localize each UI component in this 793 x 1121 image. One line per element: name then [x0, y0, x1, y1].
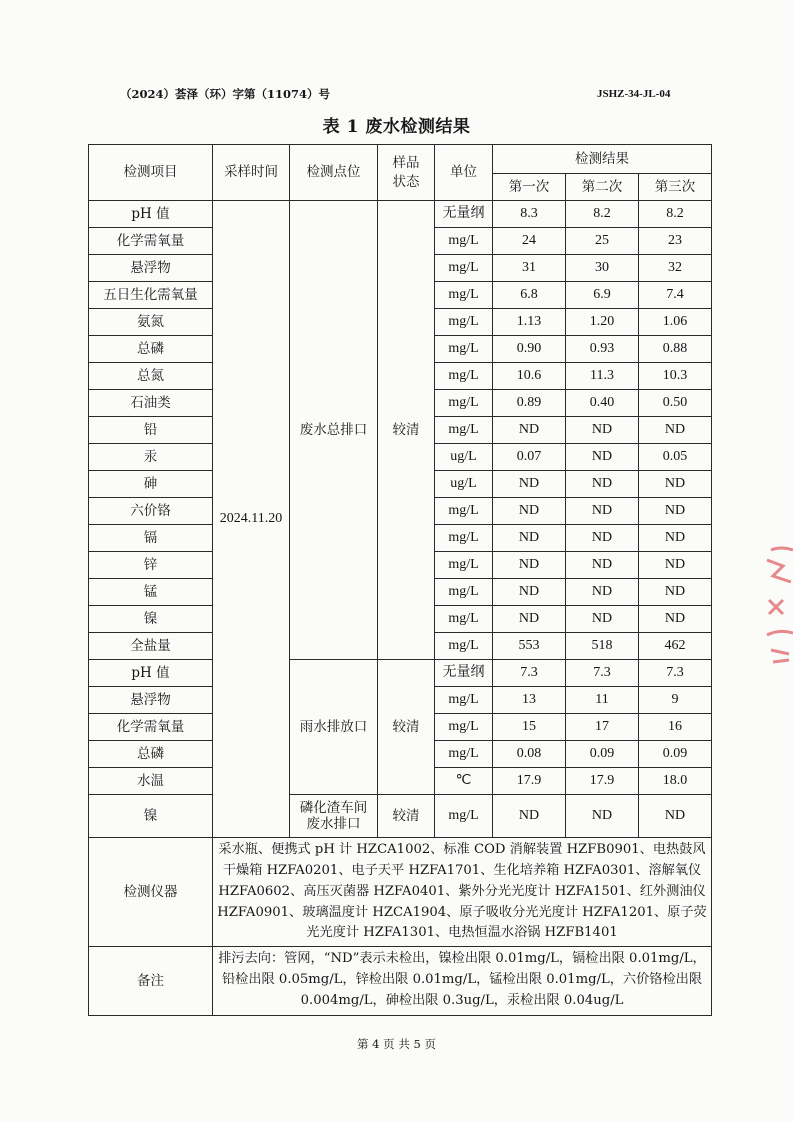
cell-unit: mg/L: [435, 795, 493, 838]
cell-result-3: ND: [639, 417, 712, 444]
report-number: （2024）荟泽（环）字第（11074）号: [120, 87, 331, 101]
cell-unit: mg/L: [435, 255, 493, 282]
cell-item: 总磷: [89, 336, 213, 363]
cell-unit: mg/L: [435, 363, 493, 390]
cell-unit: mg/L: [435, 741, 493, 768]
cell-unit: ug/L: [435, 471, 493, 498]
page-footer: 第 4 页 共 5 页: [357, 1037, 436, 1051]
table-title: 表 1 废水检测结果: [322, 117, 471, 137]
cell-sampling-time: 2024.11.20: [213, 201, 290, 838]
cell-unit: mg/L: [435, 336, 493, 363]
cell-state: 较清: [378, 795, 435, 838]
cell-item: 水温: [89, 768, 213, 795]
header-item: 检测项目: [89, 145, 213, 201]
table-row: [89, 201, 712, 228]
cell-point: [290, 795, 378, 838]
cell-result-2: ND: [566, 444, 639, 471]
cell-result-3: 0.09: [639, 741, 712, 768]
cell-result-2: ND: [566, 579, 639, 606]
cell-result-3: 1.06: [639, 309, 712, 336]
header-second: 第二次: [566, 174, 639, 201]
cell-result-3: ND: [639, 606, 712, 633]
cell-result-1: 8.3: [493, 201, 566, 228]
cell-result-1: 553: [493, 633, 566, 660]
cell-result-3: 16: [639, 714, 712, 741]
cell-result-1: ND: [493, 552, 566, 579]
cell-item: 总氮: [89, 363, 213, 390]
cell-result-1: 0.90: [493, 336, 566, 363]
cell-item: 五日生化需氧量: [89, 282, 213, 309]
cell-result-2: 0.40: [566, 390, 639, 417]
cell-item: 化学需氧量: [89, 714, 213, 741]
cell-result-1: 7.3: [493, 660, 566, 687]
cell-result-3: ND: [639, 525, 712, 552]
cell-result-2: 0.09: [566, 741, 639, 768]
cell-result-3: 18.0: [639, 768, 712, 795]
cell-result-1: 0.89: [493, 390, 566, 417]
cell-item: 悬浮物: [89, 687, 213, 714]
cell-result-2: ND: [566, 552, 639, 579]
table-row: [89, 795, 712, 838]
cell-result-3: ND: [639, 498, 712, 525]
cell-result-2: ND: [566, 417, 639, 444]
cell-result-1: ND: [493, 471, 566, 498]
cell-result-1: ND: [493, 498, 566, 525]
instruments-label-text: 检测仪器: [123, 884, 178, 901]
header-point: 检测点位: [290, 145, 378, 201]
cell-item: 氨氮: [89, 309, 213, 336]
cell-result-1: ND: [493, 795, 566, 838]
cell-item: 锰: [89, 579, 213, 606]
cell-item: 铅: [89, 417, 213, 444]
cell-result-3: ND: [639, 579, 712, 606]
cell-result-2: ND: [566, 795, 639, 838]
cell-result-1: ND: [493, 606, 566, 633]
cell-result-1: ND: [493, 417, 566, 444]
cell-result-3: 0.50: [639, 390, 712, 417]
cell-item: 全盐量: [89, 633, 213, 660]
cell-point: [290, 201, 378, 660]
cell-unit: mg/L: [435, 228, 493, 255]
cell-point: [290, 660, 378, 795]
cell-result-2: 0.93: [566, 336, 639, 363]
cell-result-1: 17.9: [493, 768, 566, 795]
cell-result-3: 32: [639, 255, 712, 282]
cell-unit: mg/L: [435, 390, 493, 417]
cell-unit: ug/L: [435, 444, 493, 471]
cell-result-3: ND: [639, 471, 712, 498]
cell-result-2: ND: [566, 525, 639, 552]
cell-result-2: ND: [566, 498, 639, 525]
cell-result-3: 7.3: [639, 660, 712, 687]
header-sampling-time: 采样时间: [213, 145, 290, 201]
cell-unit: 无量纲: [435, 201, 493, 228]
cell-result-2: 17: [566, 714, 639, 741]
cell-point-text: 磷化渣车间废水排口: [299, 799, 368, 832]
cell-item: pH 值: [89, 201, 213, 228]
cell-result-1: 13: [493, 687, 566, 714]
cell-result-1: 24: [493, 228, 566, 255]
cell-unit: 无量纲: [435, 660, 493, 687]
cell-result-2: 518: [566, 633, 639, 660]
cell-item: 汞: [89, 444, 213, 471]
instruments-label: [89, 838, 213, 947]
table-row: [89, 660, 712, 687]
cell-result-2: ND: [566, 471, 639, 498]
cell-unit: mg/L: [435, 579, 493, 606]
document-code: JSHZ-34-JL-04: [597, 88, 671, 100]
cell-result-3: 462: [639, 633, 712, 660]
cell-result-1: ND: [493, 525, 566, 552]
cell-result-3: 0.05: [639, 444, 712, 471]
header-state: [378, 145, 435, 201]
instruments-row: [89, 838, 712, 947]
seal-fragment: [763, 540, 793, 690]
cell-result-2: 30: [566, 255, 639, 282]
cell-result-3: ND: [639, 795, 712, 838]
cell-result-3: ND: [639, 552, 712, 579]
header-unit: 单位: [435, 145, 493, 201]
cell-result-3: 10.3: [639, 363, 712, 390]
header-results: 检测结果: [493, 145, 712, 174]
cell-item: 镍: [89, 795, 213, 838]
cell-unit: ℃: [435, 768, 493, 795]
cell-result-2: ND: [566, 606, 639, 633]
cell-result-1: 15: [493, 714, 566, 741]
cell-point-text: 雨水排放口: [299, 718, 368, 735]
cell-item: 总磷: [89, 741, 213, 768]
cell-result-2: 6.9: [566, 282, 639, 309]
cell-unit: mg/L: [435, 552, 493, 579]
cell-item: 锌: [89, 552, 213, 579]
header-third: 第三次: [639, 174, 712, 201]
instruments-text: 采水瓶、便携式 pH 计 HZCA1002、标准 COD 消解装置 HZFB0901、电热鼓风干燥箱 HZFA0201、电子天平 HZFA1701、生化培养箱 HZFA0301、溶解氧仪 HZFA0602、高压灭菌器 HZFA0401、紫外分光光度计 HZFA1501、红外测油仪 HZFA0901、玻璃温度计 HZCA1904、原子吸收分光光度计 HZFA1201、原子荧光光度计 HZFA1301、电热恒温水浴锅 HZFB1401: [213, 838, 712, 947]
cell-unit: mg/L: [435, 633, 493, 660]
remarks-row: [89, 947, 712, 1016]
cell-result-3: 23: [639, 228, 712, 255]
cell-result-1: 31: [493, 255, 566, 282]
header-first: 第一次: [493, 174, 566, 201]
cell-item: 化学需氧量: [89, 228, 213, 255]
cell-result-2: 8.2: [566, 201, 639, 228]
cell-unit: mg/L: [435, 282, 493, 309]
cell-result-2: 7.3: [566, 660, 639, 687]
cell-item: pH 值: [89, 660, 213, 687]
cell-result-2: 11.3: [566, 363, 639, 390]
cell-result-1: 6.8: [493, 282, 566, 309]
cell-state: 较清: [378, 201, 435, 660]
cell-result-1: 0.07: [493, 444, 566, 471]
cell-result-3: 7.4: [639, 282, 712, 309]
cell-result-1: ND: [493, 579, 566, 606]
cell-item: 悬浮物: [89, 255, 213, 282]
cell-unit: mg/L: [435, 525, 493, 552]
remarks-text: 排污去向：管网，“ND”表示未检出，镍检出限 0.01mg/L，镉检出限 0.01mg/L，铅检出限 0.05mg/L，锌检出限 0.01mg/L，锰检出限 0.01mg/L，六价铬检出限 0.004mg/L，砷检出限 0.3ug/L，汞检出限 0.04ug/L: [213, 947, 712, 1016]
cell-item: 镉: [89, 525, 213, 552]
cell-result-3: 9: [639, 687, 712, 714]
cell-unit: mg/L: [435, 417, 493, 444]
cell-result-2: 1.20: [566, 309, 639, 336]
cell-result-2: 11: [566, 687, 639, 714]
cell-point-text: 废水总排口: [299, 421, 368, 438]
cell-result-3: 8.2: [639, 201, 712, 228]
cell-item: 六价铬: [89, 498, 213, 525]
cell-result-2: 25: [566, 228, 639, 255]
header-state-text: 样品状态: [392, 155, 420, 190]
cell-unit: mg/L: [435, 309, 493, 336]
cell-unit: mg/L: [435, 687, 493, 714]
cell-unit: mg/L: [435, 606, 493, 633]
wastewater-results-table: [88, 144, 712, 1016]
cell-item: 砷: [89, 471, 213, 498]
cell-result-3: 0.88: [639, 336, 712, 363]
cell-state: 较清: [378, 660, 435, 795]
cell-result-1: 1.13: [493, 309, 566, 336]
cell-result-2: 17.9: [566, 768, 639, 795]
cell-result-1: 10.6: [493, 363, 566, 390]
cell-unit: mg/L: [435, 498, 493, 525]
remarks-label: 备注: [89, 947, 213, 1016]
cell-item: 镍: [89, 606, 213, 633]
cell-result-1: 0.08: [493, 741, 566, 768]
cell-unit: mg/L: [435, 714, 493, 741]
cell-item: 石油类: [89, 390, 213, 417]
